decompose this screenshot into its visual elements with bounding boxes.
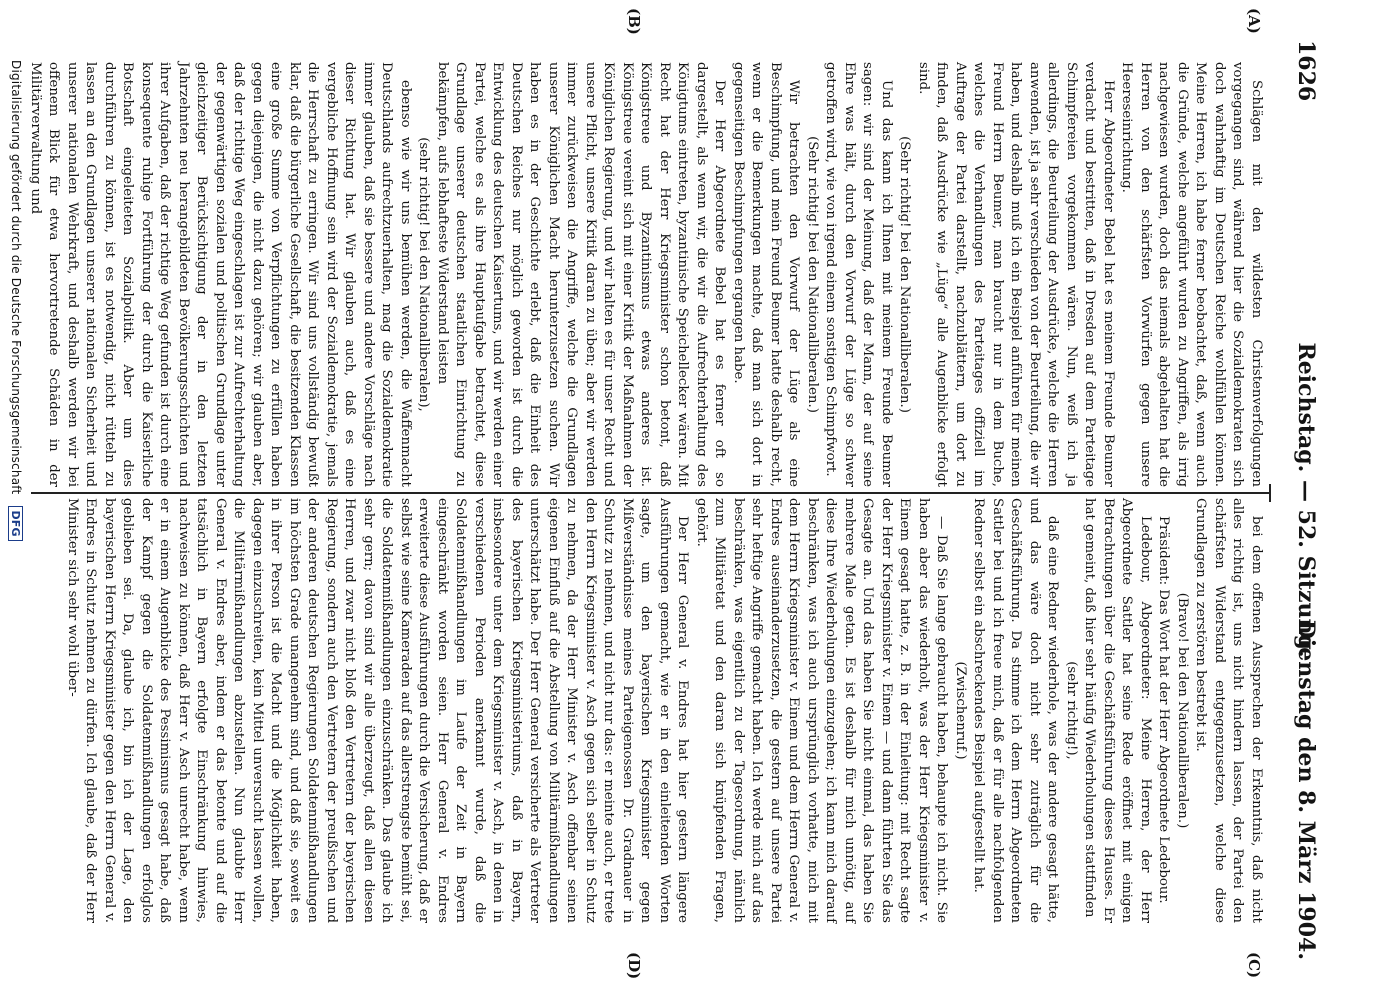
margin-mark-c: (C): [1245, 952, 1263, 979]
paragraph: (sehr richtig! bei den Nationalliberalen),: [416, 137, 432, 412]
paragraph: Präsident: Das Wort hat der Herr Abgeordnete Ledebour.: [1156, 516, 1172, 904]
paragraph: Herr Abgeordneter Bebel hat es meinem Freunde Beumer verdacht und bestritten, daß in Dresden auf dem Parteitage Schimpfereien vorgekommen wären. Nun, weiß ich ja allerdings, die Beurteilung der Ausdrücke, welche die Herren anwenden, ist ja sehr verschieden von der Beurteilung, die wir haben, und deshalb muß ich ein Beispiel anführen für meinen Freund Herrn Beumer, man braucht nur in dem Buche, welches die Verhandlungen des Parteitages offiziell im Auftrage der Partei darstellt, nachzublättern, um dort zu finden, daß Ausdrücke wie „Lüge“ alle Augenblicke erfolgt sind.: [916, 62, 1116, 487]
session-title: Reichstag. — 52. Sitzung.: [1293, 342, 1319, 658]
paragraph: ebenso wie wir uns bemühen werden, die Waffenmacht Deutschlands aufrechtzuerhalten, mag die Sozialdemokratie immer glauben, daß sie bessere und andere Vorschläge nach dieser Richtung hat. Wir glauben auch, daß es eine vergebliche Hoffnung sein wird der Sozialdemokratie, jemals die Herrschaft zu erringen. Wir sind uns vollständig bewußt klar, daß die bürgerliche Gesellschaft, die besitzenden Klassen eine große Summe von Verpflichtungen zu erfüllen haben gegen diejenigen, die nicht dazu gehören; wir glauben aber, daß der richtige Weg eingeschlagen ist zur Aufrechterhaltung der gegenwärtigen sozialen und politischen Grundlage unter gleichzeitiger Berücksichtigung der in den letzten Jahrzehnten neu herangebildeten Bevölkerungsschichten und ihrer Aufgaben, daß der richtige Weg gefunden ist durch eine konsequente ruhige Fortführung der durch die Kaiserliche Botschaft eingeleiteten Sozialpolitik. Aber um dies durchführen zu können, ist es notwendig, nicht rütteln zu lassen an den Grundlagen unserer nationalen Sicherheit und unserer nationalen Wehrkraft, und deshalb werden wir bei offenem Blick für etwa hervortretende Schäden in der Militärverwaltung und: [28, 62, 413, 487]
paragraph: (Bravo! bei den Nationalliberalen.): [1175, 592, 1190, 829]
paragraph: Der Herr Abgeordnete Bebel hat es ferner oft so dargestellt, als wenn wir, die wir die Aufrechterhaltung des Königtums eintreten, byzantinische Speichellecker wären. Mit Recht hat der Herr Kriegsminister schon betont, daß Königstreue und Byzantinismus etwas anderes ist. Königstreue vereint sich mit einer Kritik der Maßnahmen der Königlichen Regierung, und wir halten es für unser Recht und unsere Pflicht, unsere Kritik daran zu üben; aber wir werden immer zurückweisen die Angriffe, welche die Grundlagen unserer Königlichen Macht herunterzusetzen suchen. Wir haben es in der Geschichte erlebt, daß die Einheit des Deutschen Reiches nur möglich geworden ist durch die Entwicklung des deutschen Kaisertums, und wir werden einer Partei, welche es als ihre Hauptaufgabe betrachtet, diese Grundlage unserer deutschen staatlichen Einrichtung zu bekämpfen, aufs lebhafteste Widerstand leisten: [435, 62, 728, 487]
funding-notice: Digitalisierung gefördert durch die Deutsche Forschungsgemeinschaft: [9, 60, 23, 495]
margin-mark-b: (B): [625, 8, 643, 35]
paragraph: (sehr richtig!),: [1064, 661, 1079, 760]
paragraph: Und das kann ich Ihnen mit meinem Freunde Beumer sagen: wir sind der Meinung, daß der Mann, der auf seine Ehre was hält, durch den Vorwurf der Lüge so schwer getroffen wird, wie von irgend einem sonstigen Schimpfwort.: [823, 62, 894, 487]
page-header: [1283, 40, 1323, 960]
paragraph: — Daß Sie lange gebraucht haben, behaupte ich nicht. Sie haben aber das wiederholt, was der Herr Kriegsminister v. Einem gesagt hatte, z. B. in der Einleitung: mit Recht sagte der Herr Kriegsminister v. Einem — und dann führten Sie das Gesagte an. Und das haben Sie nicht einmal, das haben Sie mehrere Male getan. Es ist deshalb für mich unnötig, auf diese Ihre Wiederholungen einzugehen; ich kann mich darauf beschränken, was ich auch ursprünglich vorhatte, mich mit dem Herrn Kriegsminister v. Einem und dem Herrn General v. Endres auseinanderzusetzen, die gestern auf unsere Partei sehr heftige Angriffe gemacht haben. Ich werde mich auf das beschränken, was eigentlich zu der Tagesordnung, nämlich zum Militäretat und den daran sich knüpfenden Fragen, gehört.: [694, 498, 950, 923]
paragraph: (Sehr richtig! bei den Nationalliberalen.): [897, 136, 913, 413]
column-divider: [31, 492, 1271, 494]
paragraph: bei dem offenen Aussprechen der Erkenntnis, daß nicht alles richtig ist, uns nicht hindern lassen, der Partei den schärfsten Widerstand entgegenzusetzen, welche diese Grundlagen zu zerstören bestrebt ist.: [1193, 498, 1264, 923]
margin-mark-d: (D): [625, 952, 643, 980]
paragraph: Der Herr General v. Endres hat hier gestern längere Ausführungen gemacht, wie er in den einleitenden Worten sagte, um den bayerischen Kriegsminister gegen Mißverständnisse meines Parteigenossen Dr. Gradnauer in Schutz zu nehmen, und nicht nur das: er meinte auch, er trete den Herrn Kriegsminister v. Asch gegen sich selber in Schutz zu nehmen, da der Herr Minister v. Asch offenbar seinen eigenen Einfluß auf die Abstellung von Militärmißhandlungen unterschätzt habe. Der Herr General versicherte als Vertreter des bayerischen Kriegsministeriums, daß in Bayern, insbesondere unter dem Kriegsminister v. Asch, in denen in verschiedenen Perioden anerkannt wurde, daß die Soldatenmißhandlungen im Laufe der Zeit in Bayern eingeschränkt worden seien. Herr General v. Endres erweiterte diese Ausführungen durch die Versicherung, daß er selbst wie seine Kameraden auf das allerstrengste bemüht sei, die Soldatenmißhandlungen einzuschränken. Das glaube ich sehr gern; davon sind wir alle überzeugt, daß allen diesen Herren, und zwar nicht bloß den Vertretern der bayerischen Regierung, sondern auch den Vertretern der preußischen und der anderen deutschen Regierungen Soldatenmißhandlungen im höchsten Grade unangenehm sind, und daß sie, soweit es in ihrer Person ist die Macht und die Möglichkeit haben, dagegen einzuschreiten, kein Mittel unversucht lassen wollen, die Militärmißhandlungen abzustellen. Nun glaubte Herr General v. Endres aber, indem er das betonte und auf die tatsächlich in Bayern erfolgte Einschränkung hinwies, nachweisen zu können, daß Herr v. Asch unrecht habe, wenn er in einem Augenblicke des Pessimismus gesagt habe, daß der Kampf gegen die Soldatenmißhandlungen erfolglos geblieben sei. Da, glaube ich, bin ich der Lage, den bayerischen Herrn Kriegsminister gegen den Herrn General v. Endres in Schutz nehmen zu dürfen. Ich glaube, daß der Herr Minister sich sehr wohl über-: [65, 498, 691, 923]
paragraph: Wir betrachten den Vorwurf der Lüge als eine Beschimpfung, und mein Freund Beumer hatte deshalb recht, wenn er die Bemerkungen machte, daß man sich dort in gegenseitigen Beschimpfungen ergangen habe.: [731, 62, 802, 487]
paragraph: daß eine Redner wiederhole, was der andere gesagt hätte, und das wäre doch nicht sehr zuträglich für die Geschäftsführung. Da stimme ich dem Herrn Abgeordneten Sattler bei und ich freue mich, daß er für alle nachfolgenden Redner selbst ein abschreckendes Beispiel aufgestellt hat.: [971, 498, 1061, 923]
paragraph: (Zwischenruf.): [953, 661, 968, 760]
paragraph: (Sehr richtig! bei den Nationalliberalen.): [805, 136, 820, 413]
column-divider-tick: [1269, 484, 1271, 502]
dfg-logo: DFG: [8, 506, 23, 540]
left-text-column: [28, 62, 1265, 487]
paragraph: Ledebour, Abgeordneter: Meine Herren, der Herr Abgeordnete Sattler hat seine Rede eröffnet mit einigen Betrachtungen über die Geschäftsführung dieses Hauses. Er hat gemeint, daß hier sehr häufig Wiederholungen stattfinden: [1082, 498, 1153, 923]
margin-mark-a: (A): [1245, 8, 1263, 34]
page-footer: [8, 60, 23, 541]
right-text-column: [35, 498, 1265, 923]
page-number: 1626: [1293, 40, 1319, 102]
session-date: Dienstag den 8. März 1904.: [1293, 619, 1319, 960]
paragraph: Schlägen mit den wildesten Christenverfolgungen vorgegangen sind, während hier die Sozialdemokraten sich doch wahrhaftig im Deutschen Reiche wohlfühlen können. Meine Herren, ich habe ferner beobachtet, daß, wenn auch die Gründe, welche angeführt wurden zu Angriffen, als irrig nachgewiesen wurden, doch das niemals abgehalten hat die Herren von den schärfsten Vorwürfen gegen unsere Heereseinrichtung.: [1119, 62, 1264, 487]
